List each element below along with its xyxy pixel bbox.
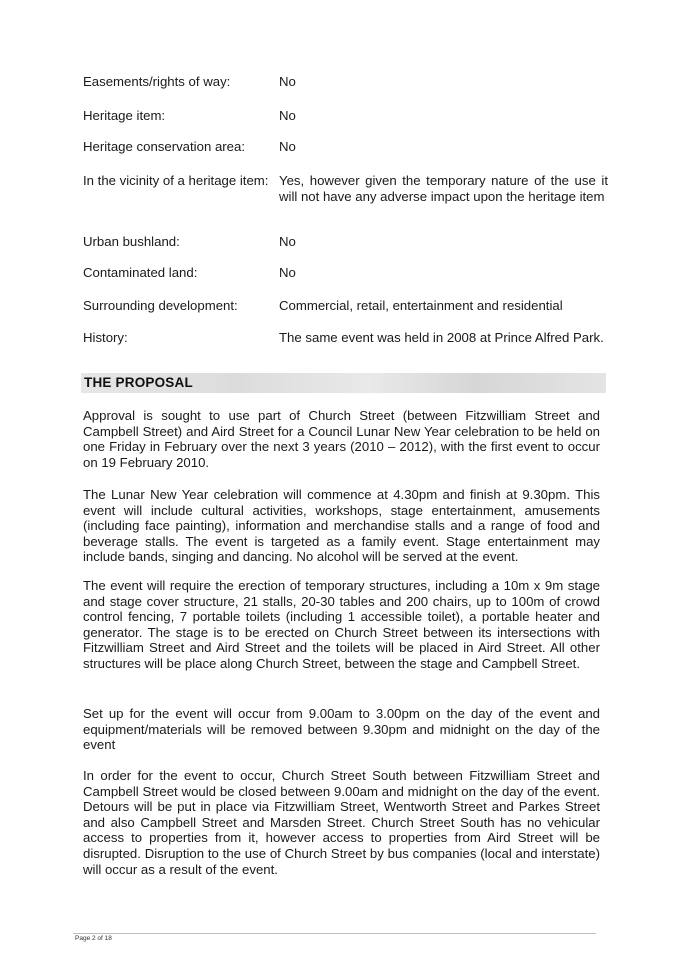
detail-value: No bbox=[279, 74, 296, 89]
detail-value: No bbox=[279, 234, 296, 249]
detail-row-urban-bushland bbox=[83, 234, 608, 250]
proposal-paragraph: The event will require the erection of temporary structures, including a 10m x 9m stage and stage cover structure, 21 stalls, 20-30 tables and 200 chairs, up to 100m of crowd control fencing, 7 portable toilets (including 1 accessible toilet), a portable heater and generator. The stage is to be erected on Church Street between its intersections with Fitzwilliam Street and Aird Street and the toilets will be placed in Aird Street. All other structures will be place along Church Street, between the stage and Campbell Street. bbox=[83, 578, 600, 671]
detail-row-easements bbox=[83, 74, 608, 90]
detail-row-history bbox=[83, 330, 608, 346]
proposal-paragraph: The Lunar New Year celebration will commence at 4.30pm and finish at 9.30pm. This event will include cultural activities, workshops, stage entertainment, amusements (including face painting), information and merchandise stalls and a range of food and beverage stalls. The event is targeted as a family event. Stage entertainment may include bands, singing and dancing. No alcohol will be served at the event. bbox=[83, 487, 600, 565]
detail-value: Yes, however given the temporary nature of the use it will not have any adverse impact upon the heritage item bbox=[279, 173, 608, 204]
detail-value: No bbox=[279, 265, 296, 280]
proposal-paragraph: Set up for the event will occur from 9.00am to 3.00pm on the day of the event and equipment/materials will be removed between 9.30pm and midnight on the day of the event bbox=[83, 706, 600, 753]
detail-label: Surrounding development: bbox=[83, 298, 238, 313]
detail-row-heritage-item bbox=[83, 108, 608, 124]
detail-row-surrounding-development bbox=[83, 298, 608, 314]
detail-label: In the vicinity of a heritage item: bbox=[83, 173, 269, 188]
detail-label: Easements/rights of way: bbox=[83, 74, 231, 89]
detail-label: Urban bushland: bbox=[83, 234, 180, 249]
footer-divider bbox=[73, 933, 596, 934]
detail-row-heritage-vicinity bbox=[83, 173, 608, 205]
proposal-paragraph: In order for the event to occur, Church Street South between Fitzwilliam Street and Campbell Street would be closed between 9.00am and midnight on the day of the event. Detours will be put in place via Fitzwilliam Street, Wentworth Street and Parkes Street and also Campbell Street and Marsden Street. Church Street South has no vehicular access to properties from it, however access to properties from Aird Street will be disrupted. Disruption to the use of Church Street by bus companies (local and interstate) will occur as a result of the event. bbox=[83, 768, 600, 877]
detail-value: No bbox=[279, 139, 296, 154]
detail-value: The same event was held in 2008 at Prince Alfred Park. bbox=[279, 330, 604, 345]
detail-value: Commercial, retail, entertainment and residential bbox=[279, 298, 563, 313]
detail-value: No bbox=[279, 108, 296, 123]
proposal-paragraph: Approval is sought to use part of Church Street (between Fitzwilliam Street and Campbell Street) and Aird Street for a Council Lunar New Year celebration to be held on one Friday in February over the next 3 years (2010 – 2012), with the first event to occur on 19 February 2010. bbox=[83, 408, 600, 470]
section-heading: THE PROPOSAL bbox=[84, 375, 193, 390]
section-heading-bar bbox=[81, 373, 606, 393]
detail-label: History: bbox=[83, 330, 128, 345]
detail-label: Heritage item: bbox=[83, 108, 166, 123]
page-number: Page 2 of 18 bbox=[75, 935, 112, 942]
detail-label: Heritage conservation area: bbox=[83, 139, 246, 154]
detail-label: Contaminated land: bbox=[83, 265, 198, 280]
detail-row-heritage-conservation bbox=[83, 139, 608, 155]
detail-row-contaminated-land bbox=[83, 265, 608, 281]
